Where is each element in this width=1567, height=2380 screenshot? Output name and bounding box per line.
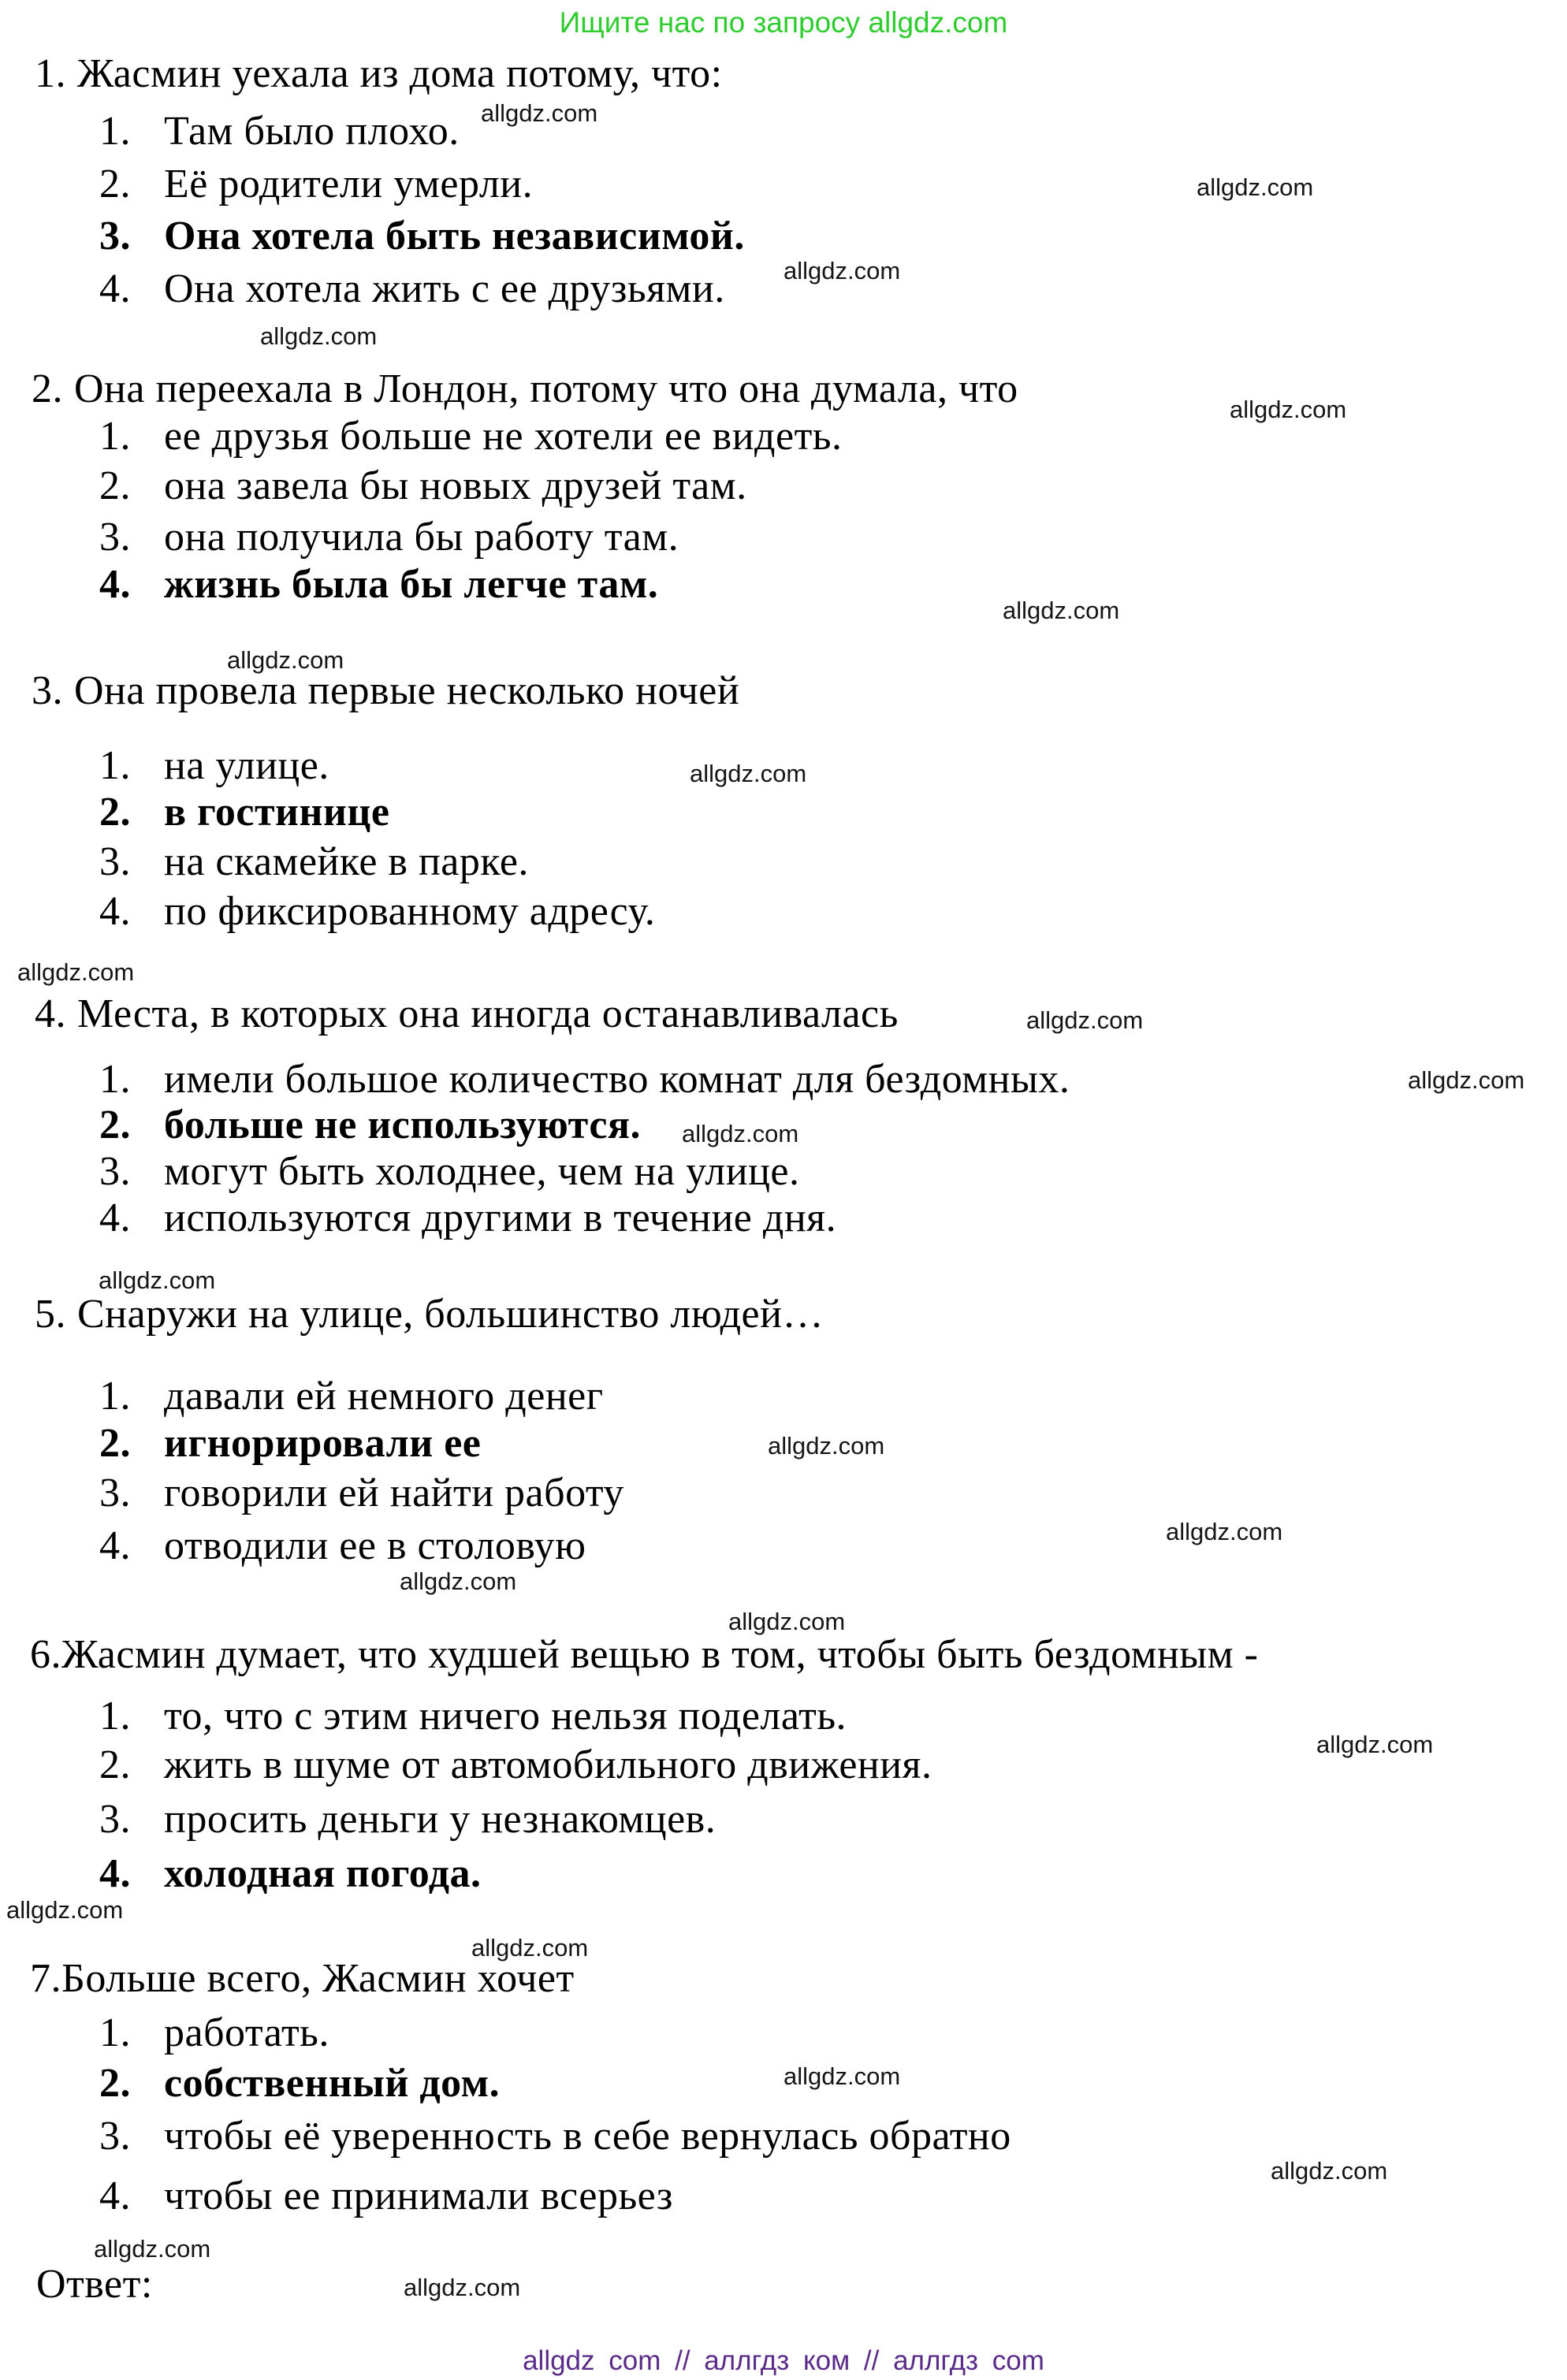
question-5-title: [35, 1292, 824, 1337]
question-5-option-1: [99, 1374, 604, 1419]
question-4-title: [35, 991, 899, 1036]
question-5-text: Снаружи на улице, большинство людей…: [77, 1292, 824, 1337]
watermark: allgdz.com: [1230, 396, 1347, 423]
question-5-option-4: [99, 1523, 586, 1568]
option-text: собственный дом.: [164, 2061, 501, 2106]
watermark: allgdz.com: [481, 99, 598, 127]
option-number: 4.: [99, 1851, 131, 1896]
question-5-number: 5.: [35, 1292, 66, 1337]
question-7-text: Больше всего, Жасмин хочет: [61, 1956, 575, 2001]
question-4-text: Места, в которых она иногда останавливалась: [77, 991, 899, 1036]
watermark: allgdz.com: [1026, 1006, 1144, 1034]
question-7-option-2: [99, 2061, 500, 2106]
option-number: 4.: [99, 562, 131, 607]
option-text: Она хотела жить с ее друзьями.: [164, 266, 725, 311]
option-text: в гостинице: [164, 790, 390, 835]
option-text: работать.: [164, 2010, 329, 2055]
watermark: allgdz.com: [1271, 2157, 1388, 2185]
option-number: 1.: [99, 414, 131, 459]
question-2-option-3: [99, 515, 679, 560]
option-number: 1.: [99, 1374, 131, 1419]
option-text: просить деньги у незнакомцев.: [164, 1797, 717, 1842]
question-2-number: 2.: [32, 366, 63, 411]
footer-brand-line: allgdz com // аллгдз ком // аллгдз com: [523, 2345, 1044, 2376]
question-6-option-3: [99, 1797, 716, 1842]
question-1-option-1: [99, 109, 460, 154]
option-number: 3.: [99, 515, 131, 560]
question-7-title: [30, 1956, 575, 2001]
option-text: Её родители умерли.: [164, 162, 534, 206]
question-2-option-4: [99, 562, 658, 607]
question-2-title: [32, 366, 1018, 411]
question-6-number: 6.: [30, 1632, 61, 1677]
watermark: allgdz.com: [784, 257, 901, 284]
question-1-title: [35, 51, 723, 96]
watermark: allgdz.com: [1003, 597, 1120, 624]
option-number: 2.: [99, 790, 131, 835]
option-number: 1.: [99, 1057, 131, 1102]
watermark: allgdz.com: [728, 1608, 846, 1635]
option-text: ее друзья больше не хотели ее видеть.: [164, 414, 843, 459]
option-text: чтобы её уверенность в себе вернулась обратно: [164, 2114, 1011, 2159]
option-number: 3.: [99, 1471, 131, 1515]
question-7-option-4: [99, 2174, 673, 2218]
question-1-option-4: [99, 266, 725, 311]
option-number: 2.: [99, 162, 131, 206]
watermark: allgdz.com: [682, 1120, 799, 1147]
question-3-option-4: [99, 889, 655, 934]
watermark: allgdz.com: [94, 2235, 211, 2263]
option-text: отводили ее в столовую: [164, 1523, 586, 1568]
watermark: allgdz.com: [99, 1266, 216, 1294]
question-3-number: 3.: [32, 668, 63, 713]
watermark: allgdz.com: [690, 760, 807, 787]
watermark: allgdz.com: [1316, 1731, 1434, 1758]
option-text: на скамейке в парке.: [164, 839, 529, 884]
option-number: 1.: [99, 1694, 131, 1739]
question-4-number: 4.: [35, 991, 66, 1036]
option-number: 3.: [99, 214, 131, 258]
option-text: холодная погода.: [164, 1851, 482, 1896]
question-7-option-3: [99, 2114, 1011, 2159]
question-6-title: [30, 1632, 1258, 1677]
watermark: allgdz.com: [1408, 1066, 1525, 1094]
option-text: то, что с этим ничего нельзя поделать.: [164, 1694, 847, 1739]
watermark: allgdz.com: [260, 322, 378, 350]
question-2-option-2: [99, 463, 747, 508]
option-text: Она хотела быть независимой.: [164, 214, 745, 258]
option-text: на улице.: [164, 743, 329, 788]
option-number: 3.: [99, 1797, 131, 1842]
question-2-option-1: [99, 414, 843, 459]
question-6-option-4: [99, 1851, 482, 1896]
option-number: 4.: [99, 1196, 131, 1240]
watermark: allgdz.com: [17, 958, 135, 986]
question-3-title: [32, 668, 739, 713]
question-4-option-4: [99, 1196, 836, 1240]
option-text: жизнь была бы легче там.: [164, 562, 659, 607]
option-number: 2.: [99, 1103, 131, 1147]
question-3-text: Она провела первые несколько ночей: [74, 668, 740, 713]
question-1-number: 1.: [35, 51, 66, 96]
option-text: чтобы ее принимали всерьез: [164, 2174, 673, 2218]
question-3-option-3: [99, 839, 529, 884]
watermark: allgdz.com: [400, 1567, 517, 1595]
question-5-option-2: [99, 1421, 481, 1466]
option-text: она получила бы работу там.: [164, 515, 679, 560]
option-number: 4.: [99, 1523, 131, 1568]
question-6-option-2: [99, 1742, 932, 1787]
option-text: игнорировали ее: [164, 1421, 482, 1466]
option-text: по фиксированному адресу.: [164, 889, 656, 934]
option-number: 4.: [99, 889, 131, 934]
watermark: allgdz.com: [227, 646, 344, 674]
option-text: Там было плохо.: [164, 109, 460, 154]
option-text: она завела бы новых друзей там.: [164, 463, 747, 508]
promo-banner: Ищите нас по запросу allgdz.com: [559, 6, 1008, 39]
question-4-option-1: [99, 1057, 1070, 1102]
option-text: жить в шуме от автомобильного движения.: [164, 1742, 932, 1787]
watermark: allgdz.com: [471, 1934, 589, 1962]
option-text: давали ей немного денег: [164, 1374, 604, 1419]
option-text: имели большое количество комнат для бездомных.: [164, 1057, 1070, 1102]
question-1-option-3: [99, 214, 745, 258]
question-6-text: Жасмин думает, что худшей вещью в том, чтобы быть бездомным -: [61, 1632, 1259, 1677]
question-4-option-2: [99, 1103, 641, 1147]
question-1-option-2: [99, 162, 533, 206]
option-number: 3.: [99, 839, 131, 884]
question-3-option-2: [99, 790, 389, 835]
option-text: используются другими в течение дня.: [164, 1196, 837, 1240]
option-number: 1.: [99, 2010, 131, 2055]
option-number: 3.: [99, 1149, 131, 1194]
option-number: 3.: [99, 2114, 131, 2159]
question-5-option-3: [99, 1471, 624, 1515]
question-7-option-1: [99, 2010, 329, 2055]
watermark: allgdz.com: [404, 2274, 521, 2301]
option-number: 4.: [99, 2174, 131, 2218]
option-text: больше не используются.: [164, 1103, 642, 1147]
option-number: 1.: [99, 109, 131, 154]
answer-label: Ответ:: [36, 2262, 153, 2307]
watermark: allgdz.com: [1166, 1518, 1283, 1545]
watermark: allgdz.com: [768, 1432, 885, 1460]
option-text: могут быть холоднее, чем на улице.: [164, 1149, 800, 1194]
question-3-option-1: [99, 743, 329, 788]
option-number: 1.: [99, 743, 131, 788]
option-number: 4.: [99, 266, 131, 311]
option-number: 2.: [99, 1742, 131, 1787]
question-7-number: 7.: [30, 1956, 61, 2001]
question-1-text: Жасмин уехала из дома потому, что:: [77, 51, 723, 96]
question-6-option-1: [99, 1694, 847, 1739]
option-number: 2.: [99, 1421, 131, 1466]
watermark: allgdz.com: [1197, 173, 1314, 201]
watermark: allgdz.com: [6, 1896, 124, 1924]
option-text: говорили ей найти работу: [164, 1471, 624, 1515]
option-number: 2.: [99, 463, 131, 508]
question-2-text: Она переехала в Лондон, потому что она думала, что: [74, 366, 1018, 411]
question-4-option-3: [99, 1149, 799, 1194]
watermark: allgdz.com: [784, 2062, 901, 2090]
option-number: 2.: [99, 2061, 131, 2106]
